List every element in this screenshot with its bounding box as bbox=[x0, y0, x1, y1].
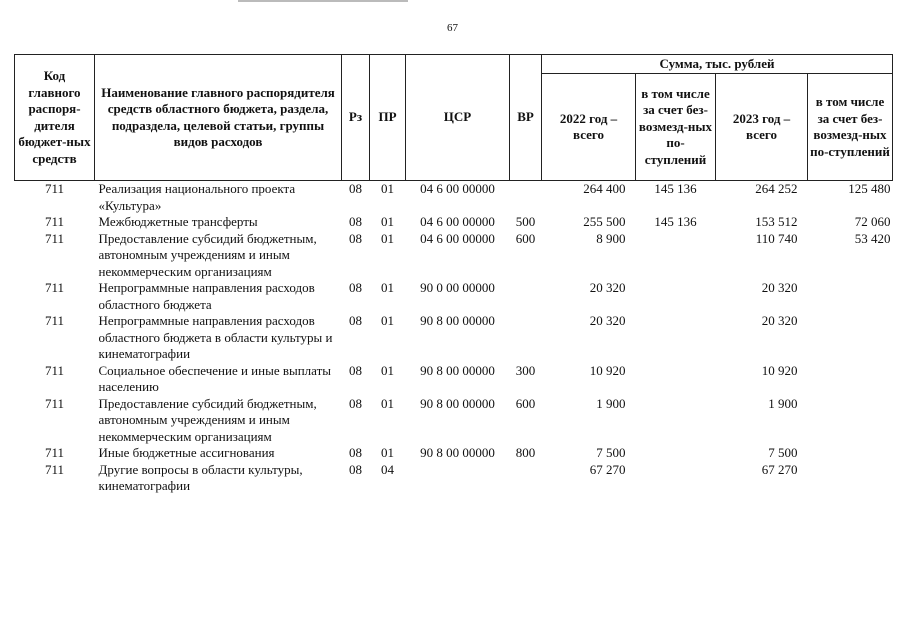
table-row bbox=[15, 396, 893, 446]
cell-2023-total: 264 252 bbox=[755, 181, 798, 196]
header-name: Наименование главного распорядителя средств областного бюджета, раздела, подраздела, целевой статьи, группы видов расходов bbox=[95, 55, 342, 181]
cell-csr: 90 8 00 00000 bbox=[420, 395, 495, 411]
cell-name: Социальное обеспечение и иные выплаты населению bbox=[98, 362, 332, 394]
cell-code: 711 bbox=[44, 395, 65, 411]
cell-2022-total: 1 900 bbox=[596, 395, 626, 411]
cell-name: Непрограммные направления расходов областного бюджета bbox=[98, 280, 315, 312]
cell-2023-free bbox=[808, 462, 893, 495]
cell-2023-free bbox=[808, 363, 893, 396]
cell-code: 711 bbox=[44, 214, 65, 229]
page-number: 67 bbox=[447, 22, 458, 34]
cell-2023-free bbox=[808, 445, 893, 462]
header-2022-total: 2022 год – всего bbox=[542, 74, 636, 181]
cell-2022-total: 20 320 bbox=[589, 313, 626, 328]
cell-vr: 600 bbox=[515, 395, 536, 411]
cell-vr: 600 bbox=[515, 230, 536, 246]
cell-2023-free: 72 060 bbox=[854, 214, 891, 229]
cell-pr: 01 bbox=[381, 445, 394, 460]
cell-pr: 01 bbox=[381, 230, 394, 246]
cell-2022-total: 255 500 bbox=[583, 214, 626, 229]
table-row bbox=[15, 214, 893, 231]
cell-pr: 01 bbox=[381, 181, 394, 196]
cell-2022-free bbox=[636, 462, 716, 495]
cell-vr bbox=[510, 280, 542, 313]
cell-2023-total: 1 900 bbox=[768, 395, 798, 411]
cell-2023-total: 110 740 bbox=[755, 230, 798, 246]
cell-csr: 04 6 00 00000 bbox=[420, 230, 495, 246]
cell-rz: 08 bbox=[349, 181, 362, 196]
cell-vr: 500 bbox=[515, 214, 536, 229]
header-vr: ВР bbox=[510, 55, 542, 181]
header-csr: ЦСР bbox=[406, 55, 510, 181]
cell-2022-total: 264 400 bbox=[583, 181, 626, 196]
cell-pr: 01 bbox=[381, 280, 394, 295]
cell-name: Иные бюджетные ассигнования bbox=[98, 445, 275, 460]
cell-2022-free: 145 136 bbox=[654, 214, 697, 229]
cell-2023-total: 20 320 bbox=[761, 280, 798, 295]
cell-rz: 08 bbox=[349, 230, 362, 246]
cell-vr bbox=[510, 462, 542, 495]
cell-2022-free: 145 136 bbox=[654, 181, 697, 196]
cell-name: Другие вопросы в области культуры, кинематографии bbox=[98, 461, 303, 493]
cell-name: Непрограммные направления расходов областного бюджета в области культуры и кинематографии bbox=[98, 313, 333, 361]
cell-2022-total: 8 900 bbox=[596, 230, 626, 246]
cell-csr: 90 8 00 00000 bbox=[420, 313, 495, 328]
header-2023-total: 2023 год – всего bbox=[716, 74, 808, 181]
cell-csr: 04 6 00 00000 bbox=[420, 214, 495, 229]
cell-2023-free bbox=[808, 396, 893, 446]
cell-2023-total: 20 320 bbox=[761, 313, 798, 328]
cell-code: 711 bbox=[44, 181, 65, 196]
budget-table bbox=[14, 54, 893, 495]
cell-rz: 08 bbox=[349, 214, 362, 229]
cell-2022-total: 20 320 bbox=[589, 280, 626, 295]
header-pr: ПР bbox=[370, 55, 406, 181]
table-row bbox=[15, 231, 893, 281]
cell-pr: 04 bbox=[381, 461, 394, 477]
cell-pr: 01 bbox=[381, 313, 394, 328]
table-row bbox=[15, 462, 893, 495]
cell-2022-free bbox=[636, 396, 716, 446]
cell-code: 711 bbox=[44, 362, 65, 378]
cell-2023-free bbox=[808, 280, 893, 313]
cell-2023-total: 7 500 bbox=[768, 445, 798, 460]
cell-rz: 08 bbox=[349, 313, 362, 328]
cell-name: Межбюджетные трансферты bbox=[98, 214, 258, 229]
cell-code: 711 bbox=[44, 280, 65, 295]
cell-rz: 08 bbox=[349, 362, 362, 378]
cell-code: 711 bbox=[44, 230, 65, 246]
cell-pr: 01 bbox=[381, 395, 394, 411]
cell-2022-free bbox=[636, 231, 716, 281]
cell-pr: 01 bbox=[381, 362, 394, 378]
cell-vr bbox=[510, 181, 542, 215]
table-row bbox=[15, 445, 893, 462]
cell-2023-free: 53 420 bbox=[854, 230, 891, 246]
cell-csr: 90 0 00 00000 bbox=[420, 280, 495, 295]
cell-rz: 08 bbox=[349, 461, 362, 477]
table-row bbox=[15, 363, 893, 396]
header-2022-free: в том числе за счет без-возмезд-ных по-ступлений bbox=[636, 74, 716, 181]
cell-2022-free bbox=[636, 445, 716, 462]
cell-2022-total: 67 270 bbox=[589, 461, 626, 477]
cell-vr: 800 bbox=[515, 445, 536, 460]
cell-2023-total: 10 920 bbox=[761, 362, 798, 378]
cell-vr bbox=[510, 313, 542, 363]
cell-2023-total: 67 270 bbox=[761, 461, 798, 477]
cell-name: Предоставление субсидий бюджетным, автономным учреждениям и иным некоммерческим организациям bbox=[98, 230, 317, 279]
cell-pr: 01 bbox=[381, 214, 394, 229]
cell-csr: 90 8 00 00000 bbox=[420, 445, 495, 460]
cell-code: 711 bbox=[44, 313, 65, 328]
cell-code: 711 bbox=[44, 445, 65, 460]
table-row bbox=[15, 280, 893, 313]
cell-2023-free: 125 480 bbox=[848, 181, 891, 196]
header-2023-free: в том числе за счет без-возмезд-ных по-ступлений bbox=[808, 74, 893, 181]
cell-name: Реализация национального проекта «Культура» bbox=[98, 181, 296, 213]
cell-2023-free bbox=[808, 313, 893, 363]
cell-csr: 90 8 00 00000 bbox=[420, 362, 495, 378]
cell-rz: 08 bbox=[349, 395, 362, 411]
cell-2022-total: 7 500 bbox=[596, 445, 626, 460]
cell-csr bbox=[406, 462, 510, 495]
cell-2022-total: 10 920 bbox=[589, 362, 626, 378]
cell-csr: 04 6 00 00000 bbox=[420, 181, 495, 196]
table-row bbox=[15, 313, 893, 363]
table-row bbox=[15, 181, 893, 215]
header-sum: Сумма, тыс. рублей bbox=[542, 55, 893, 74]
cell-name: Предоставление субсидий бюджетным, автономным учреждениям и иным некоммерческим организациям bbox=[98, 395, 317, 444]
cell-rz: 08 bbox=[349, 445, 362, 460]
cell-2023-total: 153 512 bbox=[755, 214, 798, 229]
cell-2022-free bbox=[636, 363, 716, 396]
header-rz: Рз bbox=[342, 55, 370, 181]
cell-2022-free bbox=[636, 280, 716, 313]
scan-edge-mark bbox=[238, 0, 408, 2]
cell-rz: 08 bbox=[349, 280, 362, 295]
cell-2022-free bbox=[636, 313, 716, 363]
cell-vr: 300 bbox=[515, 362, 536, 378]
cell-code: 711 bbox=[44, 461, 65, 477]
header-code: Код главного распоря-дителя бюджет-ных средств bbox=[15, 55, 95, 181]
